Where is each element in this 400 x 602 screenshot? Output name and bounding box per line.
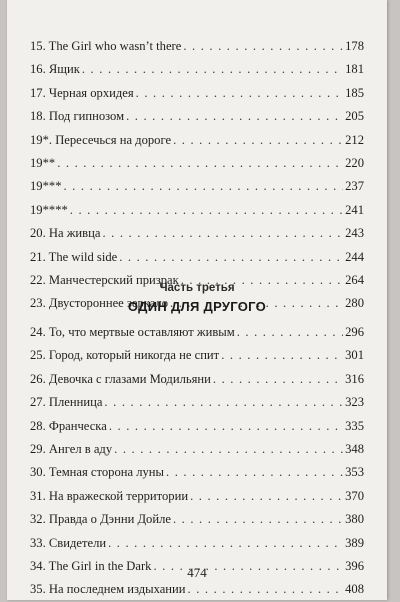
toc-entry — [30, 222, 364, 245]
toc-entry — [30, 175, 364, 198]
toc-leader-dots — [190, 485, 343, 508]
toc-list-part3 — [30, 321, 364, 602]
toc-leader-dots — [108, 532, 343, 555]
toc-entry — [30, 438, 364, 461]
toc-entry — [30, 578, 364, 601]
toc-entry — [30, 461, 364, 484]
toc-entry-page: 296 — [345, 325, 364, 339]
toc-entry-page: 380 — [345, 512, 364, 527]
toc-entry-title: 21. The wild side — [30, 249, 118, 264]
toc-entry-page: 389 — [345, 535, 364, 550]
toc-leader-dots — [102, 222, 343, 245]
toc-leader-dots — [70, 199, 343, 222]
toc-entry-page: 244 — [345, 249, 364, 264]
book-page — [7, 0, 387, 600]
toc-entry — [30, 105, 364, 128]
toc-entry — [30, 344, 364, 367]
toc-entry-title: 19**** — [30, 202, 68, 217]
toc-leader-dots — [183, 35, 343, 58]
toc-entry-page: 348 — [345, 441, 364, 456]
toc-entry-page: 370 — [345, 488, 364, 503]
toc-entry-title: 24. То, что мертвые оставляют живым — [30, 325, 235, 339]
toc-leader-dots — [237, 321, 343, 344]
toc-leader-dots — [126, 105, 343, 128]
toc-entry-title: 33. Свидетели — [30, 535, 107, 550]
toc-entry — [30, 485, 364, 508]
toc-leader-dots — [119, 246, 343, 269]
toc-entry — [30, 415, 364, 438]
toc-entry-title: 20. На живца — [30, 226, 101, 241]
toc-entry-title: 25. Город, который никогда не спит — [30, 348, 220, 363]
toc-leader-dots — [136, 82, 343, 105]
toc-entry — [30, 508, 364, 531]
toc-entry — [30, 58, 364, 81]
toc-entry-page: 220 — [345, 155, 364, 170]
toc-entry — [30, 129, 364, 152]
toc-entry-title: 31. На вражеской территории — [30, 488, 189, 503]
page-number: 474 — [187, 565, 207, 580]
toc-entry-title: 34. The Girl in the Dark — [30, 558, 152, 573]
toc-entry-page: 280 — [345, 296, 364, 311]
toc-entry-title: 18. Под гипнозом — [30, 109, 125, 124]
toc-leader-dots — [188, 578, 344, 601]
toc-entry — [30, 391, 364, 414]
toc-leader-dots — [63, 175, 343, 198]
part-title: ОДИН ДЛЯ ДРУГОГО — [127, 299, 267, 314]
toc-entry-page: 181 — [345, 62, 364, 77]
toc-entry — [30, 246, 364, 269]
toc-leader-dots — [173, 508, 343, 531]
toc-entry-page: 212 — [345, 132, 364, 147]
toc-entry — [30, 532, 364, 555]
toc-entry — [30, 35, 364, 58]
toc-entry-title: 32. Правда о Дэнни Дойле — [30, 512, 171, 527]
toc-entry-page: 185 — [345, 85, 364, 100]
toc-entry — [30, 152, 364, 175]
toc-entry-title: 30. Темная сторона луны — [30, 465, 165, 480]
toc-entry-page: 205 — [345, 109, 364, 124]
toc-entry-page: 243 — [345, 226, 364, 241]
toc-leader-dots — [166, 461, 343, 484]
toc-entry-title: 23. Двустороннее зеркало — [30, 296, 168, 311]
toc-entry-title: 17. Черная орхидея — [30, 85, 134, 100]
toc-entry-title: 28. Франческа — [30, 418, 107, 433]
toc-entry — [30, 368, 364, 391]
toc-entry-page: 301 — [345, 348, 364, 363]
toc-entry-page: 178 — [345, 39, 364, 53]
toc-entry-title: 27. Пленница — [30, 395, 103, 410]
toc-leader-dots — [213, 368, 343, 391]
toc-leader-dots — [114, 438, 343, 461]
toc-leader-dots — [104, 391, 343, 414]
toc-entry-title: 35. На последнем издыхании — [30, 582, 186, 597]
toc-entry-page: 396 — [345, 558, 364, 573]
toc-entry-title: 19*. Пересечься на дороге — [30, 132, 172, 147]
toc-entry-title: 29. Ангел в аду — [30, 441, 113, 456]
toc-leader-dots — [57, 152, 343, 175]
toc-entry — [30, 321, 364, 344]
toc-entry-title: 16. Ящик — [30, 62, 80, 77]
toc-entry-title: 22. Манчестерский призрак — [30, 272, 179, 287]
toc-entry-page: 323 — [345, 395, 364, 410]
toc-entry-page: 353 — [345, 465, 364, 480]
toc-entry — [30, 82, 364, 105]
toc-leader-dots — [221, 344, 343, 367]
toc-leader-dots — [109, 415, 343, 438]
toc-list-part2 — [30, 35, 364, 316]
toc-leader-dots — [82, 58, 343, 81]
toc-entry-title: 19*** — [30, 179, 62, 194]
toc-entry-page: 408 — [345, 582, 364, 597]
toc-entry-page: 335 — [345, 418, 364, 433]
toc-entry-title: 26. Девочка с глазами Модильяни — [30, 371, 211, 386]
part-label: Часть третья — [159, 282, 235, 294]
toc-leader-dots — [173, 129, 343, 152]
toc-entry-title: 15. The Girl who wasn’t there — [30, 39, 182, 53]
toc-entry-page: 241 — [345, 202, 364, 217]
toc-entry-page: 237 — [345, 179, 364, 194]
toc-entry-page: 316 — [345, 371, 364, 386]
toc-entry — [30, 199, 364, 222]
toc-entry-title: 19** — [30, 155, 56, 170]
toc-entry-page: 264 — [345, 272, 364, 287]
